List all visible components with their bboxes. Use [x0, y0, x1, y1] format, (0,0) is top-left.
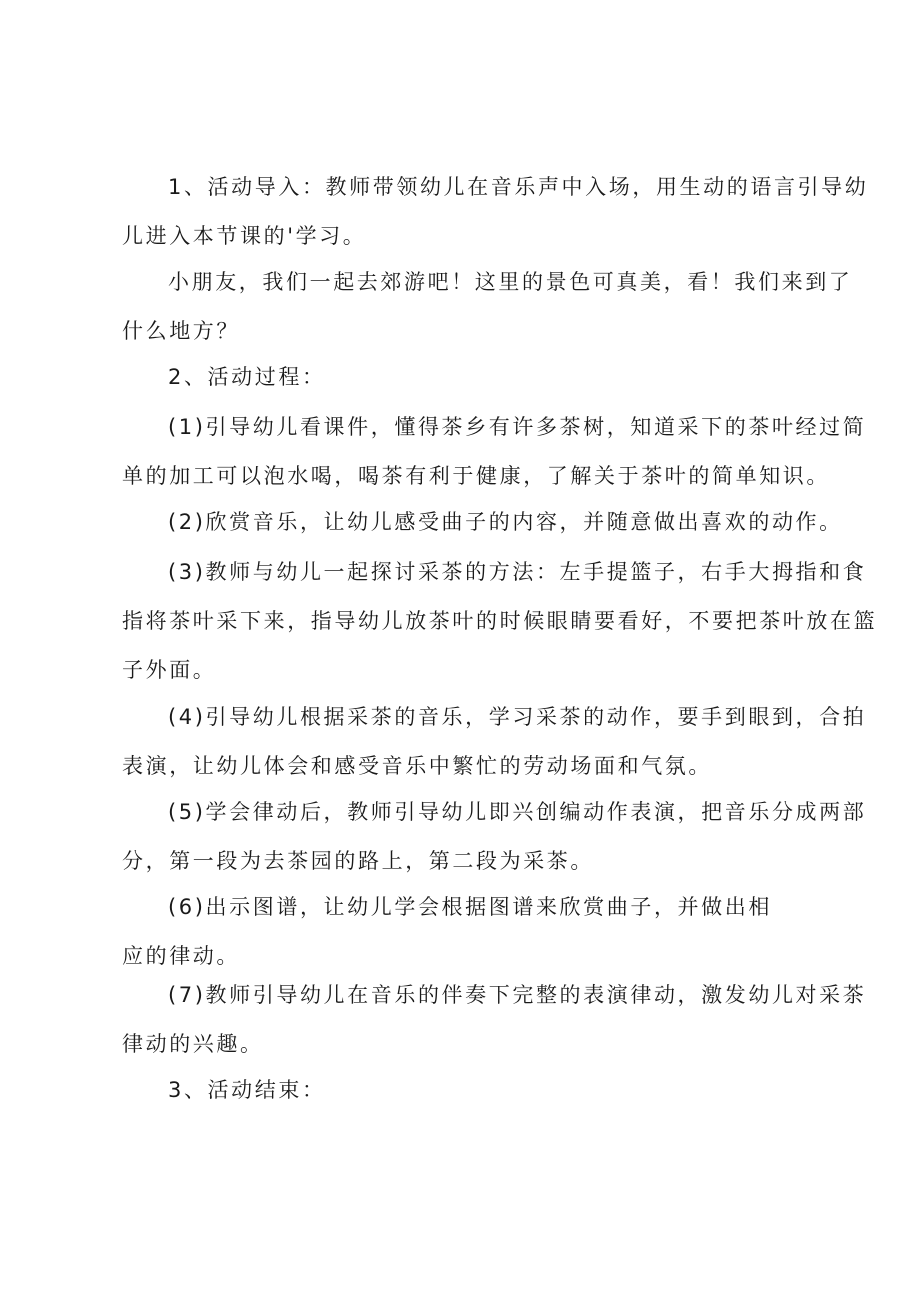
text-line: (3)教师与幼儿一起探讨采茶的方法：左手提篮子，右手大拇指和食	[168, 560, 867, 584]
text-line: 2、活动过程：	[168, 365, 326, 389]
paragraph-step-3	[122, 548, 878, 695]
text-line: 子外面。	[122, 658, 217, 682]
text-line: (4)引导幼儿根据采茶的音乐，学习采茶的动作，要手到眼到，合拍	[168, 705, 867, 729]
text-line: 1、活动导入：教师带领幼儿在音乐声中入场，用生动的语言引导幼	[168, 175, 869, 199]
text-line: (1)引导幼儿看课件，懂得茶乡有许多茶树，知道采下的茶叶经过简	[168, 415, 867, 439]
text-line: (5)学会律动后，教师引导幼儿即兴创编动作表演，把音乐分成两部	[168, 800, 867, 824]
paragraph-step-2	[122, 498, 843, 547]
text-line: 律动的兴趣。	[122, 1032, 264, 1056]
paragraph-step-4	[122, 693, 867, 791]
text-line: (2)欣赏音乐，让幼儿感受曲子的内容，并随意做出喜欢的动作。	[168, 510, 843, 534]
text-line: 分，第一段为去茶园的路上，第二段为采茶。	[122, 849, 594, 873]
paragraph-step-7	[122, 971, 867, 1069]
paragraph-step-6	[122, 883, 814, 981]
text-line: (7)教师引导幼儿在音乐的伴奏下完整的表演律动，激发幼儿对采茶	[168, 983, 867, 1007]
paragraph-step-5	[122, 788, 867, 886]
text-line: (6)出示图谱，让幼儿学会根据图谱来欣赏曲子，并做出相	[168, 895, 772, 919]
paragraph-activity-intro	[122, 163, 869, 261]
paragraph-step-1	[122, 403, 867, 501]
text-line: 应的律动。	[122, 944, 240, 968]
text-line: 3、活动结束：	[168, 1078, 326, 1102]
heading-activity-end	[122, 1066, 814, 1115]
text-line: 小朋友，我们一起去郊游吧！这里的景色可真美，看！我们来到了	[168, 270, 853, 294]
text-line: 儿进入本节课的'学习。	[122, 224, 367, 248]
text-line: 单的加工可以泡水喝，喝茶有利于健康，了解关于茶叶的简单知识。	[122, 464, 830, 488]
paragraph-greeting	[122, 258, 853, 356]
text-line: 指将茶叶采下来，指导幼儿放茶叶的时候眼睛要看好，不要把茶叶放在篮	[122, 609, 878, 633]
heading-activity-process	[122, 353, 814, 402]
text-line: 什么地方？	[122, 319, 240, 343]
text-line: 表演，让幼儿体会和感受音乐中繁忙的劳动场面和气氛。	[122, 754, 712, 778]
